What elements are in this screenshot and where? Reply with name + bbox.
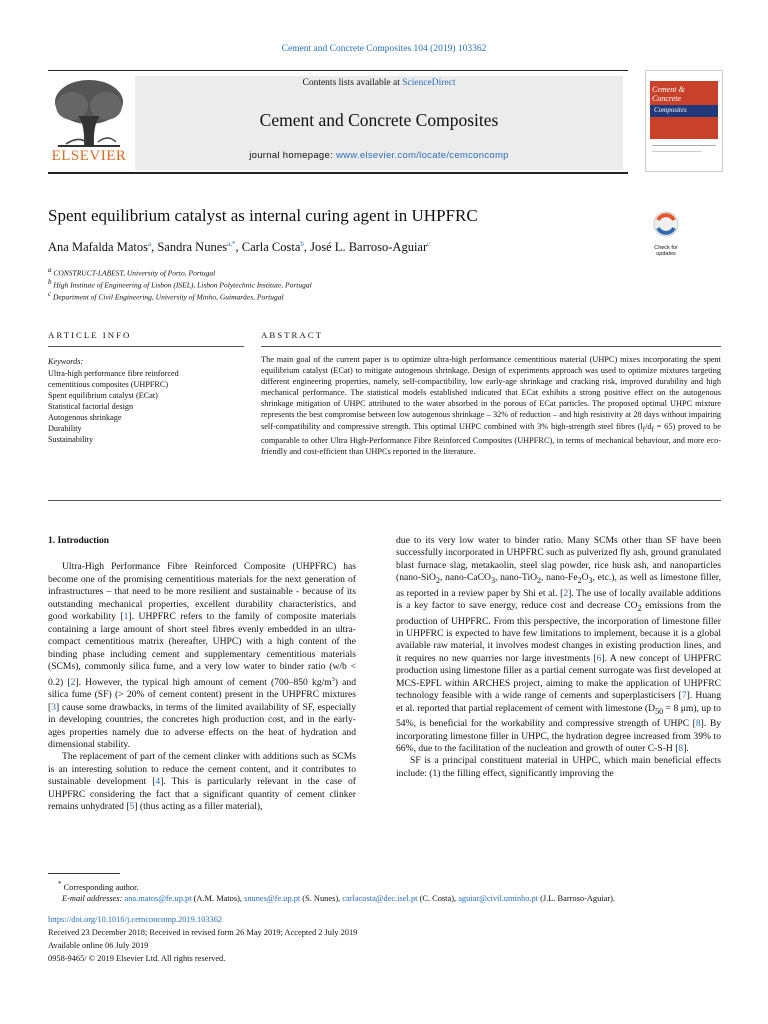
sciencedirect-link[interactable]: ScienceDirect xyxy=(402,78,456,88)
email-label: E-mail addresses: xyxy=(62,894,123,903)
affiliation-text: High Institute of Engineering of Lisbon (ISEL), Lisbon Polytechnic Institute, Portugal xyxy=(53,280,312,290)
paragraph xyxy=(48,751,356,813)
keyword: cementitious composites (UHPFRC) xyxy=(48,380,169,389)
cover-line xyxy=(652,145,716,146)
journal-citation[interactable]: Cement and Concrete Composites 104 (2019) 103362 xyxy=(281,44,487,54)
subscript: 2 xyxy=(435,576,440,586)
author-name[interactable]: José L. Barroso-Aguiar xyxy=(310,240,428,255)
text: ]. By incorporating limestone filler in UHPC, the hydration degree increased from 39% to 66%, due to the facilitation of the nucleation and growth of outer C-S-H [ xyxy=(396,718,722,754)
abstract-part: = 65) proved to be comparable to other Ultra High-Performance Fibre Reinforced Composites (UHPFRC), in terms of mechanical behaviour, and more eco-friendly and cost-efficient than UHPCs reported in the literature. xyxy=(261,421,721,457)
reference-link[interactable]: 3 xyxy=(51,701,56,713)
cover-title-line2: Concrete xyxy=(652,94,682,103)
affiliation-marker: a xyxy=(48,266,52,274)
keywords-label: Keywords: xyxy=(48,357,84,366)
received-dates: Received 23 December 2018; Received in revised form 26 May 2019; Accepted 2 July 2019 xyxy=(48,928,358,937)
author-name[interactable]: Ana Mafalda Matos xyxy=(48,240,148,255)
journal-homepage xyxy=(135,150,623,161)
abstract-part: /d xyxy=(645,421,652,431)
keyword: Statistical factorial design xyxy=(48,402,134,411)
footnote-rule xyxy=(48,873,120,874)
header-rule-bottom xyxy=(48,172,628,174)
affiliation-text: CONSTRUCT-LABEST, University of Porto, Portugal xyxy=(53,268,216,278)
divider xyxy=(261,346,721,347)
check-updates-label: Check for updates xyxy=(654,245,678,257)
contents-line xyxy=(135,78,623,88)
email-addresses xyxy=(62,894,615,903)
abstract-part: The main goal of the current paper is to optimize ultra-high performance cementitious material (UHPC) mixes incorporating the spent equilibrium catalyst (ECat) to mitigate autogenous shrinkage. Design of experiments approach was used to optimize mixtures targeting different engineering properties, namely, self-compactibility, low early-age shrinkage and cracking risk, improved durability and high mechanical performance. The statistical models established indicated that ECat exhibits a strong positive effect on the autogenous shrinkage mitigation of UHPC attributed to the water absorbed in the porous of ECat particles. The proposed optimal UHPC mixture represents the best compromise between low autogenous shrinkage – 32% of reduction – and high resistivity at 28 days without impairing self-compatibility and compressive strength. This optimal UHPC combined with 3% high-strength steel fibres (l xyxy=(261,355,721,431)
copyright: 0958-9465/ © 2019 Elsevier Ltd. All rights reserved. xyxy=(48,954,226,963)
paragraph xyxy=(396,535,721,755)
check-updates-icon xyxy=(648,210,684,240)
author-list: Ana Mafalda Matos$^a$, Sandra Nunes$^{a,*}$, Carla Costa$^b$, José L. Barroso-Aguiar$^c$ xyxy=(48,240,431,255)
text: O xyxy=(581,572,589,584)
available-online: Available online 06 July 2019 xyxy=(48,941,149,950)
cover-line xyxy=(652,151,702,152)
affiliation xyxy=(48,266,215,278)
affiliation-text: Department of Civil Engineering, University of Minho, Guimarães, Portugal xyxy=(52,292,284,302)
reference-link[interactable]: 6 xyxy=(596,652,602,664)
abstract-text xyxy=(261,354,721,458)
email-owner: (J.L. Barroso-Aguiar). xyxy=(538,894,615,903)
journal-title: Cement and Concrete Composites xyxy=(259,110,499,130)
text: = 8 μm), up to 54%, is beneficial for the workability and compressive strength of UHPC [ xyxy=(396,702,721,730)
text: ]. This is particularly relevant in the case of UHPFRC considering the fact that a significant quantity of cement clinker remains unhydrated [ xyxy=(48,776,356,813)
publisher-logo: ELSEVIER xyxy=(51,148,127,164)
footnote-marker: * xyxy=(58,880,62,888)
keyword: Sustainability xyxy=(48,435,94,444)
subscript: 2 xyxy=(637,604,642,614)
text: ]. UHPFRC refers to the family of composite materials containing a large amount of short steel fibres evenly embedded in an ultra-compact cementitious matrix (hereafter, UHPC) with a high content of the binding phase including cement and supplementary cementitious materials (SCMs), commonly silica fume, and a very low water to binder ratio (w/b < 0.2) [ xyxy=(48,611,356,688)
abstract-heading: ABSTRACT xyxy=(261,330,323,340)
keyword: Spent equilibrium catalyst (ECat) xyxy=(48,391,158,400)
author-affiliation-link[interactable]: a,* xyxy=(227,240,236,248)
email-owner: (S. Nunes), xyxy=(300,894,343,903)
email-link[interactable]: aguiar@civil.uminho.pt xyxy=(458,894,539,903)
cover-title-line1: Cement & xyxy=(652,85,685,94)
subscript: 3 xyxy=(490,576,495,586)
keyword: Durability xyxy=(48,424,82,433)
email-owner: (C. Costa), xyxy=(417,894,459,903)
divider xyxy=(48,346,244,347)
doi-url[interactable]: https://doi.org/10.1016/j.cemconcomp.2019.103362 xyxy=(48,915,223,924)
text: The replacement of part of the cement clinker with additions such as SCMs is an interesting solution to reduce the cement content, and it contributes to sustainable development [ xyxy=(48,751,356,788)
keyword: Ultra-high performance fibre reinforced xyxy=(48,369,179,378)
reference-link[interactable]: 7 xyxy=(681,690,687,702)
footnote-text: Corresponding author. xyxy=(63,882,139,892)
text: emissions from the production of UHPFRC. From this perspective, the incorporation of limestone filler in UHPFRC is expected to have few limitations to implement, because it is a global available raw material, it involves modest changes in existing production lines, and it requires no new quarries nor large investments [ xyxy=(396,600,721,664)
text: ]. The use of locally available additions is a key factor to save energy, reduce cost and decrease CO xyxy=(396,587,721,612)
author-name[interactable]: Carla Costa xyxy=(241,240,301,255)
body-left-column xyxy=(48,535,356,814)
check-for-updates-button[interactable] xyxy=(648,210,684,256)
text: ]. However, the typical high amount of cement (700–850 kg/m xyxy=(75,676,332,688)
homepage-link[interactable]: www.elsevier.com/locate/cemconcomp xyxy=(335,150,509,161)
text: ) and silica fume (SF) (> 20% of cement content) present in the UHPFRC mixtures [ xyxy=(48,676,356,713)
journal-banner xyxy=(135,76,623,170)
journal-cover-image xyxy=(645,70,723,172)
author-affiliation-link[interactable]: b xyxy=(300,240,304,248)
subscript: 2 xyxy=(577,576,582,586)
contents-prefix: Contents lists available at xyxy=(302,78,403,88)
reference-link[interactable]: 8 xyxy=(695,718,701,730)
abstract-sub: f xyxy=(642,426,646,434)
keyword: Autogenous shrinkage xyxy=(48,413,122,422)
corresponding-author-note xyxy=(58,880,139,892)
doi-link[interactable] xyxy=(48,915,222,924)
superscript: 3 xyxy=(331,676,335,683)
reference-link[interactable]: 2 xyxy=(563,587,569,599)
affiliation-marker: c xyxy=(48,290,52,298)
cover-subtitle: Composites xyxy=(654,106,687,114)
paragraph: SF is a principal constituent material in UHPC, which main beneficial effects include: (1) the filling effect, significantly improving the xyxy=(396,755,721,779)
text: ]. A new concept of UHPFRC production using limestone filler as a partial cement surrogate was first developed at MCS-EPFL within ARCHES project, aiming to make the application of UHPFRC technology feasible with a wide range of cements and superplasticisers [ xyxy=(396,652,721,702)
author-name[interactable]: Sandra Nunes xyxy=(157,240,228,255)
text: Ultra-High Performance Fibre Reinforced Composite (UHPFRC) has become one of the promising cementitious materials for the next generation of infrastructures – that need to be more resilient and sustainable - because of its outstanding mechanical properties, excellent durability characteristics, and good workability [ xyxy=(48,561,356,623)
text: ] cause some drawbacks, in terms of the limited availability of SF, especially in developing countries, the concretes high production cost, and in the early-ages properties namely due to adverse effects on the heat of hydration and dimensional stability. xyxy=(48,701,356,750)
text: ]. xyxy=(683,742,689,754)
text: , nano-CaCO xyxy=(439,572,491,584)
reference-link[interactable]: 8 xyxy=(678,742,684,754)
paragraph xyxy=(48,561,356,751)
text: , nano-Fe xyxy=(541,572,578,584)
affiliation xyxy=(48,278,312,290)
subscript: 50 xyxy=(655,706,664,716)
cover-title xyxy=(652,85,685,103)
email-link[interactable]: ana.matos@fe.up.pt xyxy=(124,894,192,903)
header-rule-top xyxy=(48,70,628,71)
subscript: 2 xyxy=(537,576,542,586)
body-right-column xyxy=(396,535,721,780)
abstract-sub: f xyxy=(651,426,654,434)
homepage-prefix: journal homepage: xyxy=(249,150,336,161)
article-info-heading: ARTICLE INFO xyxy=(48,330,132,340)
affiliation-marker: b xyxy=(48,278,52,286)
divider xyxy=(48,500,721,501)
author-affiliation-link[interactable]: c xyxy=(427,240,431,248)
reference-link[interactable]: 2 xyxy=(70,676,76,688)
affiliation xyxy=(48,290,284,302)
reference-link[interactable]: 4 xyxy=(155,776,161,788)
text: , etc.), as well as limestone filler, as reported in a review paper by Shi et al. [ xyxy=(396,572,721,599)
author-affiliation-link[interactable]: a xyxy=(147,240,152,248)
subscript: 3 xyxy=(588,576,593,586)
text: , nano-TiO xyxy=(494,572,538,584)
email-link[interactable]: carlacosta@dec.isel.pt xyxy=(342,894,418,903)
email-link[interactable]: snunes@fe.up.pt xyxy=(244,894,301,903)
email-owner: (A.M. Matos), xyxy=(191,894,245,903)
text: ]. Huang et al. reported that partial replacement of cement with limestone (D xyxy=(396,690,721,714)
section-heading: 1. Introduction xyxy=(48,536,110,546)
reference-link[interactable]: 1 xyxy=(123,611,129,623)
article-title: Spent equilibrium catalyst as internal curing agent in UHPFRC xyxy=(48,206,478,225)
text: ] (thus acting as a filler material), xyxy=(134,801,263,813)
text: due to its very low water to binder ratio. Many SCMs other than SF have been successfully incorporated in UHPFRC such as pulverized fly ash, ground granulated blast furnace slag, metakaolin, steel slag powder, rice husk ash, and nanoparticles (nano-SiO xyxy=(396,535,721,584)
reference-link[interactable]: 5 xyxy=(129,801,135,813)
